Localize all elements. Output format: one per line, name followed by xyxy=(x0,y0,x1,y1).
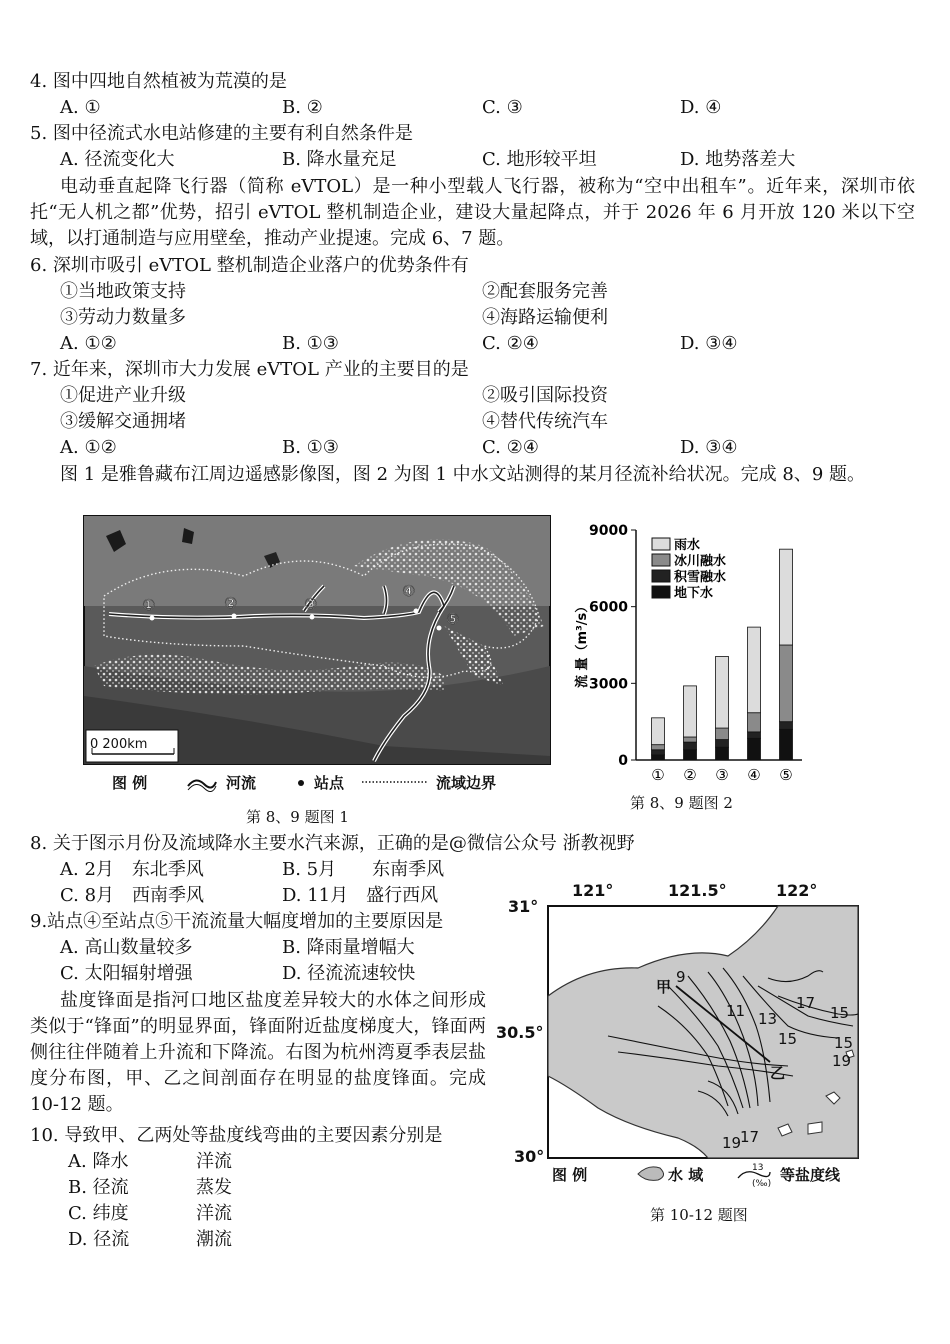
iso-label-9: 9 xyxy=(676,968,686,986)
iso-label-15b: 15 xyxy=(778,1030,798,1048)
q4-option-c: C. ③ xyxy=(482,97,523,118)
lat-label-30-5: 30.5° xyxy=(496,1023,544,1042)
lon-label-122: 122° xyxy=(776,881,818,900)
q6-item-1: ①当地政策支持 xyxy=(60,281,186,302)
bar-segment xyxy=(780,729,793,760)
q4-stem: 4. 图中四地自然植被为荒漠的是 xyxy=(30,71,287,92)
lat-label-31: 31° xyxy=(508,897,539,916)
q10-option-d-1: D. 径流 xyxy=(68,1229,130,1250)
passage-8-9: 图 1 是雅鲁藏布江周边遥感影像图，图 2 为图 1 中水文站测得的某月径流补给状况。完成 8、9 题。 xyxy=(60,464,866,485)
fig3-legend-water: 水 域 xyxy=(668,1166,704,1184)
lat-label-30: 30° xyxy=(514,1147,545,1166)
bar-segment xyxy=(780,645,793,722)
q7-option-d: D. ③④ xyxy=(680,437,738,458)
y-tick-label: 6000 xyxy=(589,599,628,616)
iso-label-15c: 15 xyxy=(834,1034,854,1052)
q5-option-c: C. 地形较平坦 xyxy=(482,149,597,170)
q8-option-b: B. 5月 东南季风 xyxy=(282,859,445,880)
y-tick-label: 9000 xyxy=(589,523,628,539)
legend-swatch xyxy=(652,570,670,582)
legend-label: 冰川融水 xyxy=(674,554,727,569)
legend-swatch xyxy=(652,538,670,550)
figure-1-map xyxy=(84,516,550,764)
passage-10-12: 盐度锋面是指河口地区盐度差异较大的水体之间形成类似于“锋面”的明显界面，锋面附近盐度梯度大，锋面两侧往往伴随着上升流和下降流。右图为杭州湾夏季表层盐度分布图，甲、乙之间剖面存在明显的盐度锋面。完成 10-12 题。 xyxy=(30,990,486,1115)
q10-option-d-2: 潮流 xyxy=(196,1229,232,1250)
bar-segment xyxy=(716,740,729,748)
x-tick-label: ④ xyxy=(747,766,761,784)
fig1-caption: 第 8、9 题图 1 xyxy=(246,808,349,826)
bar-segment xyxy=(748,732,761,738)
q8-stem: 8. 关于图示月份及流域降水主要水汽来源，正确的是@微信公众号 浙教视野 xyxy=(30,833,635,854)
q4-option-b: B. ② xyxy=(282,97,323,118)
q8-option-c: C. 8月 西南季风 xyxy=(60,885,205,906)
bar-segment xyxy=(780,549,793,645)
station-label-5: ⑤ xyxy=(446,610,460,628)
q7-item-4: ④替代传统汽车 xyxy=(482,411,608,432)
point-yi: 乙 xyxy=(770,1064,786,1082)
q6-option-a: A. ①② xyxy=(60,333,117,354)
lon-label-121: 121° xyxy=(572,881,614,900)
q6-item-3: ③劳动力数量多 xyxy=(60,307,186,328)
figure-2-chart xyxy=(566,518,836,788)
q10-option-b-1: B. 径流 xyxy=(68,1177,129,1198)
q10-option-a-1: A. 降水 xyxy=(68,1151,129,1172)
iso-label-17b: 17 xyxy=(740,1128,760,1146)
fig3-legend-unit-value: 13 xyxy=(752,1163,764,1173)
bar-segment xyxy=(748,738,761,760)
lon-label-121-5: 121.5° xyxy=(668,881,727,900)
legend-label: 地下水 xyxy=(674,586,714,601)
bar-segment xyxy=(684,742,697,750)
bar-segment xyxy=(652,755,665,760)
station-label-3: ③ xyxy=(304,595,318,613)
bar-segment xyxy=(748,627,761,713)
q6-item-4: ④海路运输便利 xyxy=(482,307,608,328)
q10-option-c-2: 洋流 xyxy=(196,1203,232,1224)
bar-segment xyxy=(684,737,697,742)
fig1-legend-title: 图 例 xyxy=(112,774,148,792)
fig3-caption: 第 10-12 题图 xyxy=(650,1206,748,1224)
q9-stem: 9.站点④至站点⑤干流流量大幅度增加的主要原因是 xyxy=(30,911,444,932)
x-tick-label: ③ xyxy=(715,766,729,784)
x-tick-label: ① xyxy=(651,766,665,784)
q7-item-2: ②吸引国际投资 xyxy=(482,385,608,406)
q9-option-d: D. 径流流速较快 xyxy=(282,963,416,984)
station-legend-icon xyxy=(296,778,306,788)
q9-option-c: C. 太阳辐射增强 xyxy=(60,963,193,984)
q7-option-c: C. ②④ xyxy=(482,437,539,458)
q9-option-b: B. 降雨量增幅大 xyxy=(282,937,415,958)
figure-3-salinity-map xyxy=(496,876,868,1192)
q5-option-d: D. 地势落差大 xyxy=(680,149,796,170)
x-tick-label: ② xyxy=(683,766,697,784)
iso-label-17: 17 xyxy=(796,994,816,1012)
fig3-legend-unit: (‰) xyxy=(752,1179,772,1189)
point-jia: 甲 xyxy=(656,978,672,996)
q6-stem: 6. 深圳市吸引 eVTOL 整机制造企业落户的优势条件有 xyxy=(30,255,469,276)
q10-option-b-2: 蒸发 xyxy=(196,1177,232,1198)
bar-segment xyxy=(748,713,761,732)
q4-option-d: D. ④ xyxy=(680,97,722,118)
q5-option-a: A. 径流变化大 xyxy=(60,149,175,170)
iso-label-11: 11 xyxy=(726,1002,746,1020)
bar-segment xyxy=(716,728,729,740)
legend-swatch xyxy=(652,586,670,598)
bar-segment xyxy=(684,750,697,760)
q4-option-a: A. ① xyxy=(60,97,101,118)
q10-option-c-1: C. 纬度 xyxy=(68,1203,129,1224)
q9-option-a: A. 高山数量较多 xyxy=(60,937,193,958)
scale-bar-label: 0 200km xyxy=(90,737,148,752)
fig1-legend-boundary: 流域边界 xyxy=(436,774,497,792)
boundary-legend-icon xyxy=(362,778,430,786)
iso-label-19a: 19 xyxy=(832,1052,852,1070)
q6-option-b: B. ①③ xyxy=(282,333,339,354)
q5-stem: 5. 图中径流式水电站修建的主要有利自然条件是 xyxy=(30,123,413,144)
fig3-legend-title: 图 例 xyxy=(552,1166,588,1184)
bar-segment xyxy=(716,747,729,760)
y-axis-label: 流 量（m³/s） xyxy=(575,599,590,688)
q7-item-1: ①促进产业升级 xyxy=(60,385,186,406)
q10-option-a-2: 洋流 xyxy=(196,1151,232,1172)
q6-option-c: C. ②④ xyxy=(482,333,539,354)
legend-label: 雨水 xyxy=(674,538,701,553)
station-label-2: ② xyxy=(224,594,238,612)
bar-segment xyxy=(716,657,729,729)
fig2-caption: 第 8、9 题图 2 xyxy=(630,794,733,812)
y-tick-label: 3000 xyxy=(589,676,628,693)
q6-option-d: D. ③④ xyxy=(680,333,738,354)
water-legend-icon xyxy=(638,1167,664,1181)
q7-option-a: A. ①② xyxy=(60,437,117,458)
fig1-legend-station: 站点 xyxy=(314,774,345,792)
iso-label-15a: 15 xyxy=(830,1004,850,1022)
q5-option-b: B. 降水量充足 xyxy=(282,149,397,170)
q8-option-a: A. 2月 东北季风 xyxy=(60,859,204,880)
iso-label-13: 13 xyxy=(758,1010,778,1028)
iso-label-19b: 19 xyxy=(722,1134,742,1152)
river-legend-icon xyxy=(186,774,218,792)
q6-item-2: ②配套服务完善 xyxy=(482,281,608,302)
q7-stem: 7. 近年来，深圳市大力发展 eVTOL 产业的主要目的是 xyxy=(30,359,469,380)
y-tick-label: 0 xyxy=(618,753,628,769)
bar-segment xyxy=(652,745,665,750)
q7-item-3: ③缓解交通拥堵 xyxy=(60,411,186,432)
passage-6-7: 电动垂直起降飞行器（简称 eVTOL）是一种小型载人飞行器，被称为“空中出租车”。近年来，深圳市依托“无人机之都”优势，招引 eVTOL 整机制造企业，建设大量起降点，并于 2026 年 6 月开放 120 米以下空域，以打通制造与应用壁垒，推动产业提速。完成 6、7 题。 xyxy=(30,176,915,249)
station-label-4: ④ xyxy=(402,582,416,600)
legend-swatch xyxy=(652,554,670,566)
q10-stem: 10. 导致甲、乙两处等盐度线弯曲的主要因素分别是 xyxy=(30,1125,443,1146)
bar-segment xyxy=(684,686,697,737)
q8-option-d: D. 11月 盛行西风 xyxy=(282,885,439,906)
fig1-legend-river: 河流 xyxy=(226,774,257,792)
bar-segment xyxy=(780,722,793,730)
fig3-legend-iso: 等盐度线 xyxy=(780,1166,841,1184)
station-label-1: ① xyxy=(142,596,156,614)
q7-option-b: B. ①③ xyxy=(282,437,339,458)
x-tick-label: ⑤ xyxy=(779,766,793,784)
bar-segment xyxy=(652,718,665,745)
bar-segment xyxy=(652,750,665,755)
legend-label: 积雪融水 xyxy=(674,570,727,585)
